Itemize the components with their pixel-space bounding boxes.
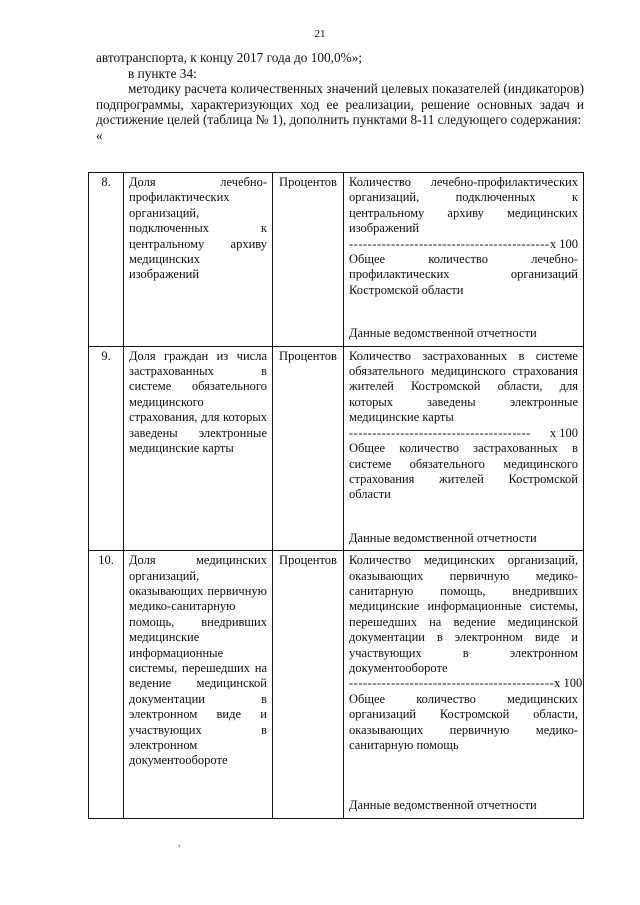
denominator-text: Общее количество застрахованных в системе обязательного медицинского страхования жителей Костромской области [349, 441, 578, 502]
denominator-text: Общее количество медицинских организаций Костромской области, оказывающих первичную медико-санитарную помощь [349, 691, 578, 752]
data-source: Данные ведомственной отчетности [349, 326, 537, 341]
method-cell [344, 346, 584, 550]
intro-text [96, 50, 584, 143]
indicator-name: Доля граждан из числа застрахованных в системе обязательного медицинского страхования, для которых заведены электронные медицинские карты [124, 346, 273, 550]
intro-paragraph: методику расчета количественных значений целевых показателей (индикаторов) подпрограммы, характеризующих ход ее реализации, решение основных задач и достижение целей (таблица № 1), дополнить пунктами 8-11 следующего содержания: [96, 81, 585, 127]
indicator-name: Доля медицинских организаций, оказывающих первичную медико-санитарную помощь, внедривших медицинские информационные системы, перешедших на ведение медицинской документации в электронном виде и участвующих в электронном документообороте [124, 551, 273, 819]
table-row [89, 346, 584, 550]
table-row [89, 551, 584, 819]
indicators-table [88, 172, 584, 819]
row-number: 10. [89, 551, 124, 819]
indicator-name: Доля лечебно-профилактических организаций, подключенных к центральному архиву медицинских изображений [124, 173, 273, 347]
multiplier: x 100 [549, 236, 578, 251]
fraction-line [349, 237, 578, 252]
numerator-text: Количество лечебно-профилактических организаций, подключенных к центральному архиву медицинских изображений [349, 175, 578, 236]
numerator-text: Количество медицинских организаций, оказывающих первичную медико-санитарную помощь, внедривших медицинские информационные системы, перешедших на ведение медицинской документации в электронном виде и участвующих в электронном документообороте [349, 553, 578, 675]
denominator-text: Общее количество лечебно-профилактических организаций Костромской области [349, 252, 578, 297]
row-number: 9. [89, 346, 124, 550]
multiplier: x 100 [549, 425, 578, 440]
method-cell [344, 173, 584, 347]
unit-cell: Процентов [273, 346, 344, 550]
method-cell [344, 551, 584, 819]
table-row [89, 173, 584, 347]
fraction-line [349, 426, 578, 441]
fraction-dashes: -------------------------------------------- [349, 676, 555, 691]
fraction-dashes: --------------------------------------- [349, 425, 531, 440]
row-number: 8. [89, 173, 124, 347]
open-quote: « [96, 127, 103, 143]
intro-line-2: в пункте 34: [128, 65, 197, 81]
fraction-line [349, 676, 583, 691]
multiplier: x 100 [554, 676, 583, 691]
numerator-text: Количество застрахованных в системе обязательного медицинского страхования жителей Костромской области, для которых заведены электронные медицинские карты [349, 348, 578, 425]
unit-cell: Процентов [273, 551, 344, 819]
intro-line-1: автотранспорта, к концу 2017 года до 100,0%»; [96, 50, 363, 65]
page-number: 21 [314, 28, 326, 40]
data-source: Данные ведомственной отчетности [349, 798, 537, 813]
scan-mark: , [178, 838, 181, 849]
data-source: Данные ведомственной отчетности [349, 530, 537, 545]
unit-cell: Процентов [273, 173, 344, 347]
fraction-dashes: ------------------------------------------- [349, 236, 550, 251]
